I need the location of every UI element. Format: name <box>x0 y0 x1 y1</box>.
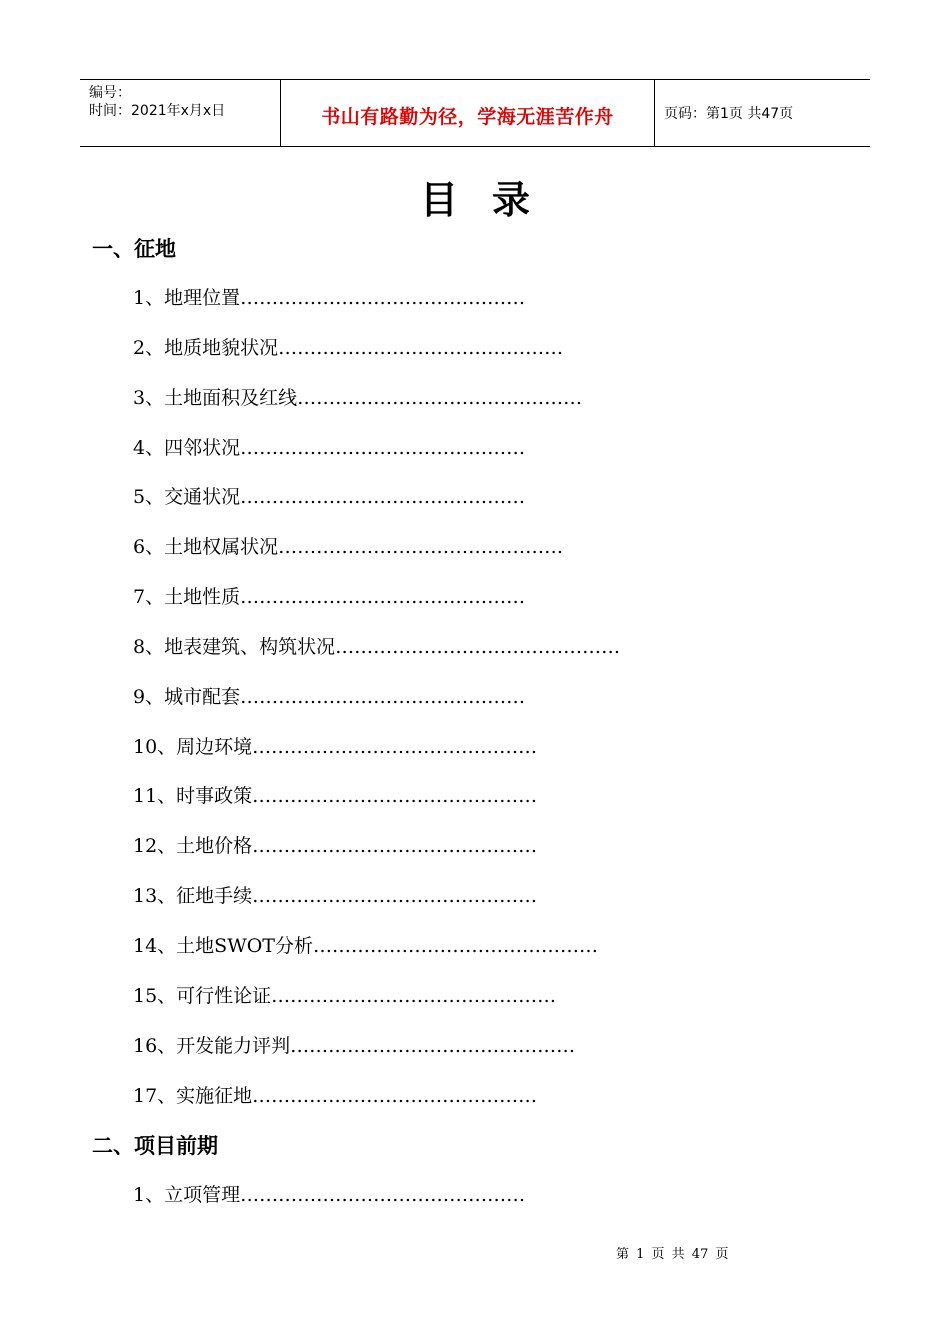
toc-item[interactable]: 1、立项管理……………………………………… <box>133 1184 526 1206</box>
toc-item[interactable]: 5、交通状况……………………………………… <box>133 486 526 509</box>
document-number-label: 编号： <box>89 85 131 101</box>
toc-item[interactable]: 13、征地手续……………………………………… <box>133 885 538 908</box>
header-meta <box>80 80 281 146</box>
header-page-info: 页码：第1页 共47页 <box>664 106 794 122</box>
toc-item[interactable]: 4、四邻状况……………………………………… <box>133 436 526 459</box>
toc-item[interactable]: 14、土地SWOT分析……………………………………… <box>133 934 598 957</box>
toc-list-section-1 <box>133 283 620 1130</box>
toc-item[interactable]: 16、开发能力评判……………………………………… <box>133 1034 576 1057</box>
toc-list-section-2 <box>133 1180 525 1230</box>
section-heading-1: 一、征地 <box>92 237 176 261</box>
toc-item[interactable]: 15、可行性论证……………………………………… <box>133 984 557 1007</box>
header-page-info-cell <box>655 80 870 146</box>
page-header <box>80 79 870 147</box>
header-motto: 书山有路勤为径，学海无涯苦作舟 <box>321 105 614 128</box>
toc-item[interactable]: 2、地质地貌状况……………………………………… <box>133 336 564 359</box>
footer-page-number: 第 1 页 共 47 页 <box>616 1247 729 1262</box>
toc-item[interactable]: 6、土地权属状况……………………………………… <box>133 536 564 559</box>
toc-item[interactable]: 9、城市配套……………………………………… <box>133 685 526 708</box>
toc-item[interactable]: 17、实施征地……………………………………… <box>133 1084 538 1107</box>
toc-item[interactable]: 11、时事政策……………………………………… <box>133 785 538 808</box>
document-time-label: 时间：2021年x月x日 <box>89 103 226 119</box>
toc-item[interactable]: 10、周边环境……………………………………… <box>133 735 538 758</box>
header-motto-cell <box>281 80 655 146</box>
toc-item[interactable]: 12、土地价格……………………………………… <box>133 835 538 858</box>
toc-item[interactable]: 1、地理位置……………………………………… <box>133 287 526 309</box>
toc-item[interactable]: 7、土地性质……………………………………… <box>133 586 526 609</box>
section-heading-2: 二、项目前期 <box>92 1134 218 1158</box>
toc-item[interactable]: 8、地表建筑、构筑状况……………………………………… <box>133 635 621 658</box>
toc-item[interactable]: 3、土地面积及红线……………………………………… <box>133 386 583 409</box>
toc-title: 目录 <box>419 178 564 222</box>
